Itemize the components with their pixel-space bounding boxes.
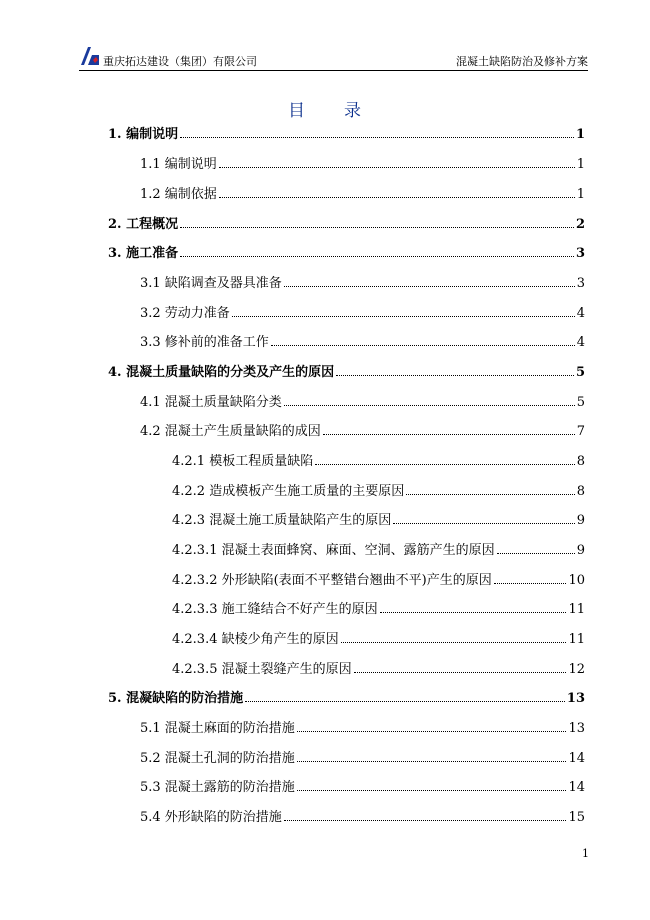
toc-entry[interactable]: 5.1 混凝土麻面的防治措施 13	[140, 721, 585, 736]
toc-entry[interactable]: 4.2.3.5 混凝土裂缝产生的原因 12	[172, 662, 585, 677]
toc-entry[interactable]: 3.1 缺陷调查及器具准备 3	[140, 276, 585, 291]
toc-entry[interactable]: 4.2.1 模板工程质量缺陷 8	[172, 454, 585, 469]
toc-entry[interactable]: 4.1 混凝土质量缺陷分类 5	[140, 395, 585, 410]
toc-entry[interactable]: 4.2.3 混凝土施工质量缺陷产生的原因 9	[172, 513, 585, 528]
toc-entry[interactable]: 4. 混凝土质量缺陷的分类及产生的原因 5	[108, 365, 585, 380]
toc-entry[interactable]: 5. 混凝缺陷的防治措施 13	[108, 691, 585, 706]
toc-entry[interactable]: 3.3 修补前的准备工作 4	[140, 335, 585, 350]
toc-entry[interactable]: 4.2.3.2 外形缺陷(表面不平整错台翘曲不平)产生的原因 10	[172, 573, 585, 588]
toc-entry[interactable]: 4.2.3.4 缺棱少角产生的原因 11	[172, 632, 585, 647]
toc-entry[interactable]: 3.2 劳动力准备 4	[140, 306, 585, 321]
toc-entry[interactable]: 4.2.3.3 施工缝结合不好产生的原因 11	[172, 602, 585, 617]
toc-entry[interactable]: 5.3 混凝土露筋的防治措施 14	[140, 780, 585, 795]
toc-entry[interactable]: 5.4 外形缺陷的防治措施 15	[140, 810, 585, 825]
toc-entry[interactable]: 4.2 混凝土产生质量缺陷的成因 7	[140, 424, 585, 439]
document-title: 混凝土缺陷防治及修补方案	[456, 55, 588, 68]
toc-entry[interactable]: 1.2 编制依据 1	[140, 187, 585, 202]
toc-entry[interactable]: 4.2.2 造成模板产生施工质量的主要原因 8	[172, 484, 585, 499]
company-logo-icon	[79, 46, 101, 66]
toc-entry[interactable]: 1.1 编制说明 1	[140, 157, 585, 172]
toc-title	[0, 96, 650, 121]
toc-entry[interactable]: 2. 工程概况 2	[108, 217, 585, 232]
page-header	[79, 44, 588, 71]
toc-title-left: 目	[288, 101, 306, 121]
toc-title-right: 录	[344, 101, 362, 121]
company-name: 重庆拓达建设（集团）有限公司	[103, 55, 257, 68]
page-number: 1	[582, 847, 589, 860]
toc-entry[interactable]: 3. 施工准备 3	[108, 246, 585, 261]
toc-entry[interactable]: 4.2.3.1 混凝土表面蜂窝、麻面、空洞、露筋产生的原因 9	[172, 543, 585, 558]
toc-entry[interactable]: 1. 编制说明 1	[108, 127, 585, 142]
toc-entry[interactable]: 5.2 混凝土孔洞的防治措施 14	[140, 751, 585, 766]
